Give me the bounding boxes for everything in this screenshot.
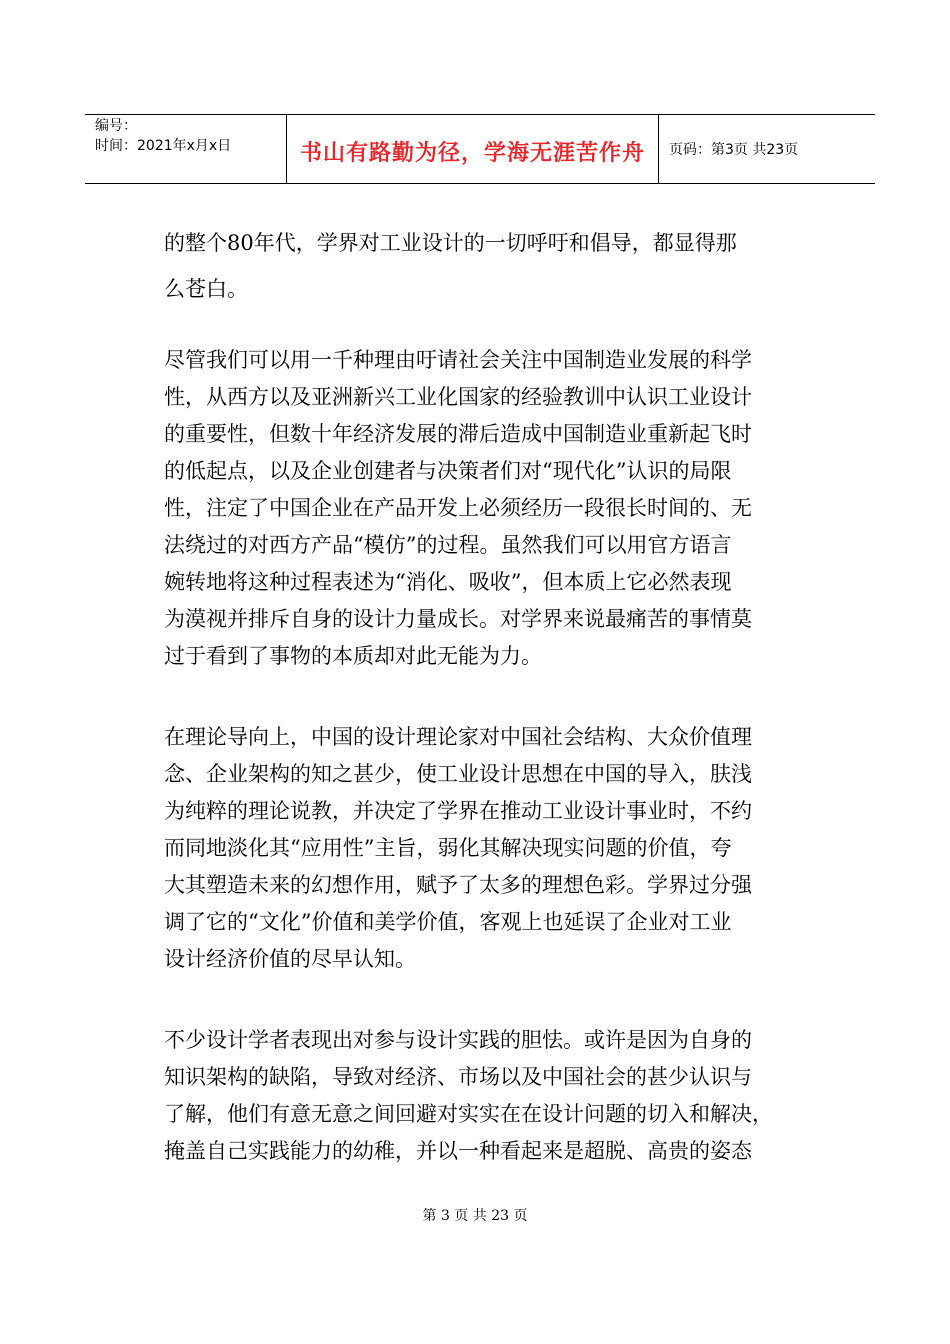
footer-page-number: 第 3 页 共 23 页 — [422, 1208, 528, 1224]
document-header — [85, 114, 875, 184]
header-motto-cell — [287, 115, 659, 183]
paragraph — [164, 220, 804, 312]
paragraph — [164, 719, 804, 978]
text-line: 知识架构的缺陷，导致对经济、市场以及中国社会的甚少认识与 — [164, 1065, 752, 1089]
paragraph — [164, 1022, 804, 1170]
header-meta — [85, 115, 287, 183]
text-line: 性，注定了中国企业在产品开发上必须经历一段很长时间的、无 — [164, 496, 752, 520]
text-line: 为漠视并排斥自身的设计力量成长。对学界来说最痛苦的事情莫 — [164, 607, 752, 631]
text-line: 而同地淡化其“应用性”主旨，弱化其解决现实问题的价值，夸 — [164, 836, 732, 860]
text-line: 为纯粹的理论说教，并决定了学界在推动工业设计事业时，不约 — [164, 799, 752, 823]
text-line: 的整个80年代，学界对工业设计的一切呼吁和倡导，都显得那 — [164, 231, 737, 255]
document-time-label: 时间：2021年x月x日 — [95, 138, 232, 154]
text-line: 不少设计学者表现出对参与设计实践的胆怯。或许是因为自身的 — [164, 1028, 752, 1052]
header-motto: 书山有路勤为径，学海无涯苦作舟 — [299, 140, 645, 166]
text-line: 尽管我们可以用一千种理由吁请社会关注中国制造业发展的科学 — [164, 348, 752, 372]
text-line: 了解，他们有意无意之间回避对实实在在设计问题的切入和解决， — [164, 1102, 773, 1126]
text-line: 调了它的“文化”价值和美学价值，客观上也延误了企业对工业 — [164, 910, 732, 934]
text-line: 念、企业架构的知之甚少，使工业设计思想在中国的导入，肤浅 — [164, 762, 752, 786]
text-line: 的低起点，以及企业创建者与决策者们对“现代化”认识的局限 — [164, 459, 732, 483]
page-footer — [0, 1205, 950, 1225]
text-line: 的重要性，但数十年经济发展的滞后造成中国制造业重新起飞时 — [164, 422, 752, 446]
text-line: 掩盖自己实践能力的幼稚，并以一种看起来是超脱、高贵的姿态 — [164, 1139, 752, 1163]
document-body — [164, 220, 804, 1214]
header-page-cell — [659, 115, 875, 183]
text-line: 性，从西方以及亚洲新兴工业化国家的经验教训中认识工业设计 — [164, 385, 752, 409]
text-line: 婉转地将这种过程表述为“消化、吸收”，但本质上它必然表现 — [164, 570, 732, 594]
text-line: 法绕过的对西方产品“模仿”的过程。虽然我们可以用官方语言 — [164, 533, 732, 557]
header-page-info: 页码：第3页 共23页 — [669, 142, 799, 158]
text-line: 么苍白。 — [164, 277, 248, 301]
paragraph — [164, 342, 804, 675]
text-line: 过于看到了事物的本质却对此无能为力。 — [164, 644, 542, 668]
document-number-label: 编号： — [95, 118, 137, 134]
text-line: 大其塑造未来的幻想作用，赋予了太多的理想色彩。学界过分强 — [164, 873, 752, 897]
text-line: 设计经济价值的尽早认知。 — [164, 947, 416, 971]
text-line: 在理论导向上，中国的设计理论家对中国社会结构、大众价值理 — [164, 725, 752, 749]
